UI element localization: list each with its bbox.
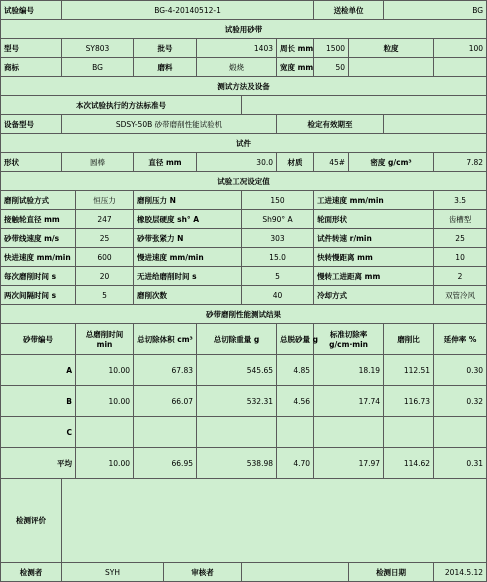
- belt-model-label: 型号: [1, 39, 62, 58]
- results-cell[interactable]: 0.30: [434, 355, 487, 386]
- results-cell[interactable]: [434, 417, 487, 448]
- specimen-section-title: 试件: [1, 134, 487, 153]
- condition-label: 橡胶层硬度 sh° A: [134, 210, 242, 229]
- results-row: [1, 417, 487, 448]
- results-col-header: 磨削比: [384, 324, 434, 355]
- belt-abrasive-label: 磨料: [134, 58, 197, 77]
- belt-row-2: [1, 58, 487, 77]
- specimen-dia-label: 直径 mm: [134, 153, 197, 172]
- belt-brand-label: 商标: [1, 58, 62, 77]
- test-no-label: 试验编号: [1, 1, 62, 20]
- condition-label: 两次间隔时间 s: [1, 286, 76, 305]
- client-label: 送检单位: [314, 1, 384, 20]
- belt-grit-value[interactable]: 100: [434, 39, 487, 58]
- results-cell[interactable]: 114.62: [384, 448, 434, 479]
- condition-value[interactable]: 25: [434, 229, 487, 248]
- condition-value[interactable]: 40: [242, 286, 314, 305]
- header-row: [1, 1, 487, 20]
- condition-value[interactable]: 600: [76, 248, 134, 267]
- condition-label: 快转慢距离 mm: [314, 248, 434, 267]
- method-section-title: 测试方法及设备: [1, 77, 487, 96]
- condition-row: [1, 191, 487, 210]
- results-cell[interactable]: 538.98: [197, 448, 277, 479]
- date-label: 检测日期: [349, 563, 434, 582]
- calibration-label: 检定有效期至: [277, 115, 384, 134]
- results-cell[interactable]: 17.74: [314, 386, 384, 417]
- method-standard-value[interactable]: [242, 96, 487, 115]
- results-cell[interactable]: 4.70: [277, 448, 314, 479]
- condition-value[interactable]: 25: [76, 229, 134, 248]
- condition-label: 每次磨削时间 s: [1, 267, 76, 286]
- condition-value[interactable]: Sh90° A: [242, 210, 314, 229]
- results-cell[interactable]: 545.65: [197, 355, 277, 386]
- evaluation-text[interactable]: [62, 479, 487, 563]
- specimen-shape-label: 形状: [1, 153, 62, 172]
- belt-length-value[interactable]: 1500: [314, 39, 349, 58]
- device-model-value[interactable]: SDSY-50B 砂带磨削性能试验机: [62, 115, 277, 134]
- belt-section-title: 试验用砂带: [1, 20, 487, 39]
- reviewer-label: 审核者: [164, 563, 242, 582]
- belt-model-value[interactable]: SY803: [62, 39, 134, 58]
- condition-label: 慢进速度 mm/min: [134, 248, 242, 267]
- belt-row-1: [1, 39, 487, 58]
- belt-brand-value[interactable]: BG: [62, 58, 134, 77]
- condition-value[interactable]: 齿槽型: [434, 210, 487, 229]
- results-cell[interactable]: 0.31: [434, 448, 487, 479]
- condition-value[interactable]: 5: [242, 267, 314, 286]
- results-cell[interactable]: [134, 417, 197, 448]
- results-cell[interactable]: [76, 417, 134, 448]
- results-row: [1, 355, 487, 386]
- results-col-header: 总切除体积 cm³: [134, 324, 197, 355]
- sample-id: B: [1, 386, 76, 417]
- results-section-title: 砂带磨削性能测试结果: [1, 305, 487, 324]
- results-col-header: 总磨削时间 min: [76, 324, 134, 355]
- belt-width-value[interactable]: 50: [314, 58, 349, 77]
- evaluation-row: [1, 479, 487, 563]
- specimen-density-value[interactable]: 7.82: [434, 153, 487, 172]
- results-cell[interactable]: 116.73: [384, 386, 434, 417]
- results-cell[interactable]: 67.83: [134, 355, 197, 386]
- condition-value[interactable]: 10: [434, 248, 487, 267]
- calibration-value[interactable]: [384, 115, 487, 134]
- condition-row: [1, 248, 487, 267]
- results-col-header: 砂带编号: [1, 324, 76, 355]
- client-value[interactable]: BG: [384, 1, 487, 20]
- method-device-row: [1, 115, 487, 134]
- tester-label: 检测者: [1, 563, 62, 582]
- results-row: [1, 448, 487, 479]
- condition-label: 轮面形状: [314, 210, 434, 229]
- sample-id: C: [1, 417, 76, 448]
- condition-value[interactable]: 2: [434, 267, 487, 286]
- results-col-header: 总切除重量 g: [197, 324, 277, 355]
- belt-length-label: 周长 mm: [277, 39, 314, 58]
- specimen-row: [1, 153, 487, 172]
- condition-label: 工进速度 mm/min: [314, 191, 434, 210]
- condition-label: 慢转工进距离 mm: [314, 267, 434, 286]
- condition-label: 磨削压力 N: [134, 191, 242, 210]
- belt-batch-label: 批号: [134, 39, 197, 58]
- condition-value[interactable]: 303: [242, 229, 314, 248]
- method-standard-label: 本次试验执行的方法标准号: [1, 96, 242, 115]
- condition-value[interactable]: 3.5: [434, 191, 487, 210]
- condition-label: 磨削次数: [134, 286, 242, 305]
- condition-label: 磨削试验方式: [1, 191, 76, 210]
- condition-label: 砂带张紧力 N: [134, 229, 242, 248]
- condition-value[interactable]: 5: [76, 286, 134, 305]
- specimen-material-label: 材质: [277, 153, 314, 172]
- condition-row: [1, 286, 487, 305]
- results-cell[interactable]: 10.00: [76, 355, 134, 386]
- conditions-section-title: 试验工况设定值: [1, 172, 487, 191]
- results-cell[interactable]: 0.32: [434, 386, 487, 417]
- belt-empty-cell[interactable]: [349, 58, 434, 77]
- results-cell[interactable]: 66.07: [134, 386, 197, 417]
- condition-label: 冷却方式: [314, 286, 434, 305]
- date-value[interactable]: 2014.5.12: [434, 563, 487, 582]
- device-model-label: 设备型号: [1, 115, 62, 134]
- results-col-header: 总脱砂量 g: [277, 324, 314, 355]
- condition-value[interactable]: 恒压力: [76, 191, 134, 210]
- specimen-material-value[interactable]: 45#: [314, 153, 349, 172]
- method-standard-row: [1, 96, 487, 115]
- belt-empty-cell[interactable]: [434, 58, 487, 77]
- results-cell[interactable]: 4.85: [277, 355, 314, 386]
- sample-id: A: [1, 355, 76, 386]
- footer-row: [1, 563, 487, 582]
- results-cell[interactable]: 112.51: [384, 355, 434, 386]
- results-cell[interactable]: 18.19: [314, 355, 384, 386]
- evaluation-label: 检测评价: [1, 479, 62, 563]
- results-cell[interactable]: [384, 417, 434, 448]
- condition-label: 砂带线速度 m/s: [1, 229, 76, 248]
- results-header-row: [1, 324, 487, 355]
- specimen-dia-value[interactable]: 30.0: [197, 153, 277, 172]
- results-cell[interactable]: [197, 417, 277, 448]
- condition-row: [1, 229, 487, 248]
- belt-grit-label: 粒度: [349, 39, 434, 58]
- condition-value[interactable]: 双管冷风: [434, 286, 487, 305]
- condition-value[interactable]: 15.0: [242, 248, 314, 267]
- results-cell[interactable]: 10.00: [76, 386, 134, 417]
- condition-label: 快进速度 mm/min: [1, 248, 76, 267]
- results-col-header: 延伸率 %: [434, 324, 487, 355]
- belt-batch-value[interactable]: 1403: [197, 39, 277, 58]
- results-cell[interactable]: 66.95: [134, 448, 197, 479]
- condition-label: 试件转速 r/min: [314, 229, 434, 248]
- specimen-shape-value[interactable]: 圆棒: [62, 153, 134, 172]
- results-cell[interactable]: 532.31: [197, 386, 277, 417]
- results-col-header: 标准切除率 g/cm·min: [314, 324, 384, 355]
- test-no-value[interactable]: BG-4-20140512-1: [62, 1, 314, 20]
- condition-row: [1, 267, 487, 286]
- sample-id: 平均: [1, 448, 76, 479]
- condition-label: 无进给磨削时间 s: [134, 267, 242, 286]
- reviewer-value[interactable]: [242, 563, 349, 582]
- results-cell[interactable]: 4.56: [277, 386, 314, 417]
- condition-value[interactable]: 150: [242, 191, 314, 210]
- results-cell[interactable]: 17.97: [314, 448, 384, 479]
- results-cell[interactable]: [314, 417, 384, 448]
- results-cell[interactable]: [277, 417, 314, 448]
- belt-abrasive-value[interactable]: 煅烧: [197, 58, 277, 77]
- condition-label: 接触轮直径 mm: [1, 210, 76, 229]
- results-row: [1, 386, 487, 417]
- specimen-density-label: 密度 g/cm³: [349, 153, 434, 172]
- tester-value[interactable]: SYH: [62, 563, 164, 582]
- results-cell[interactable]: 10.00: [76, 448, 134, 479]
- condition-value[interactable]: 20: [76, 267, 134, 286]
- belt-width-label: 宽度 mm: [277, 58, 314, 77]
- condition-row: [1, 210, 487, 229]
- condition-value[interactable]: 247: [76, 210, 134, 229]
